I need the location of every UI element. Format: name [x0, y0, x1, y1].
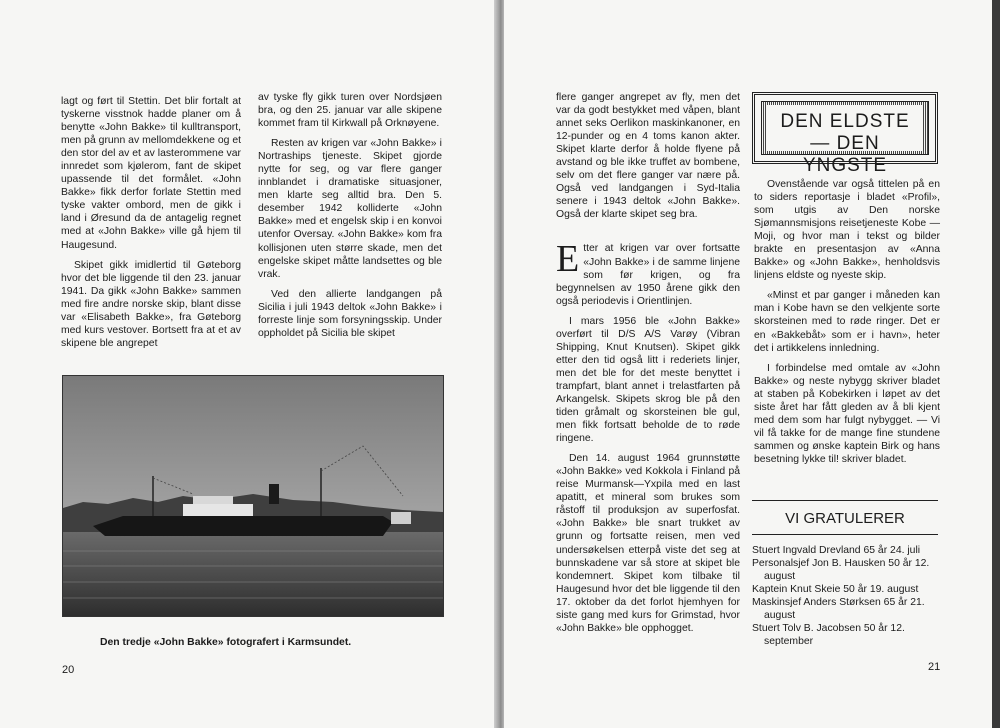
page-number: 20 — [62, 664, 75, 676]
list-item: Stuert Ingvald Drevland 65 år 24. juli — [752, 545, 921, 556]
paragraph: Ved den allierte landgangen på Sicilia i juli 1943 deltok «John Bakke» i forreste linje som forsyningsskip. Under oppholdet på Sicilia ble skipet — [258, 288, 442, 339]
paragraph: flere ganger angrepet av fly, men det var da godt bestykket med våpen, blant annet seks Oerlikon maskinkanoner, en 12-punder og en 4 toms kanon akter. Skipet klarte derfor å holde flyene på avstand og ble ikke truffet av bombene, selv om det flere ganger var nære på. Også ved landgangen i Syd-Italia senere i 1943 deltok «John Bakke». Også der klarte skipet seg bra. — [556, 92, 740, 221]
paragraph: Resten av krigen var «John Bakke» i Nortraships tjeneste. Skipet gjorde nytte for seg, og var flere ganger innblandet i dramatiske situasjoner, men klarte seg alltid bra. Den 5. desember 1942 kolliderte «John Bakke» med et engelsk skip i en konvoi utenfor Oversay. «John Bakke» kom fra kollisjonen uten større skade, men det engelske skipet måtte landsettes og ble vrak. — [258, 138, 442, 280]
list-item: Personalsjef Jon B. Hausken 50 år 12. august — [752, 558, 930, 582]
photo-caption: Den tredje «John Bakke» fotografert i Karmsundet. — [100, 637, 352, 648]
left-page — [0, 0, 496, 728]
list-item: Maskinsjef Anders Størksen 65 år 21. august — [752, 597, 925, 621]
dropcap-paragraph — [556, 238, 740, 307]
paragraph: Den 14. august 1964 grunnstøtte «John Bakke» ved Kokkola i Finland på reise Murmansk—Yxpila med en last apatitt, et mineral som brukes som råstoff til produksjon av superfosfat. «John Bakke» ble snart trukket av grunn og fortsatte reisen, men ved undersøkelsen etterpå viste det seg at bunnskadene var så store at skipet ble kondemnert. Skipet kom tilbake til Haugesund hvor det ble liggende til den 17. oktober da det forlot hjemhyen for siste gang med kurs for Grimstad, hvor «John Bakke» ble opphogget. — [556, 453, 740, 634]
paragraph: «Minst et par ganger i måneden kan man i Kobe havn se den velkjente sorte skorsteinen med to røde ringer. Det er en «Bakkebåt» som er i havn», heter det i artikkelens innledning. — [754, 290, 940, 354]
paragraph-text: tter at krigen var over fortsatte «John Bakke» i de samme linjene som før krigen, og fra begynnelsen av 1950 årene gikk den også periodevis i Orientlinjen. — [556, 243, 740, 307]
title-line-2: — DEN YNGSTE — [802, 133, 888, 176]
paragraph: I forbindelse med omtale av «John Bakke» og neste nybygg skriver bladet at staben på Kobekirken i løpet av det siste året har fått gleden av å bli kjent med dem som har fulgt nybygget. — Vi vil få takke for de mange fine stundene sammen og ønske kaptein Birk og hans besetning lykke til! skriver bladet. — [754, 362, 940, 465]
paragraph: lagt og ført til Stettin. Det blir fortalt at tyskerne visstnok hadde planer om å benytte «John Bakke» til kulltransport, men på grunn av mellomdekkene og et den stor del av et av lasterommene var innredet som kjølerom, fant de skipet upassende til det formålet. «John Bakke» fikk derfor forlate Stettin med tyske vakter ombord, men de gikk i land i Øresund da de antagelig regnet med at «John Bakke» ville gå hjem til Haugesund. — [61, 96, 241, 251]
paragraph: Skipet gikk imidlertid til Gøteborg hvor det ble liggende til den 23. januar 1941. Da gikk «John Bakke» sammen med fire andre norske skip, blant disse var «Elisabeth Bakke», fra Gøteborg med kurs vestover. Bortsett fra at et av skipene ble angrepet — [61, 259, 241, 349]
left-column-2 — [258, 91, 442, 347]
drop-cap: E — [556, 238, 580, 281]
ship-photo-image — [63, 376, 443, 616]
right-page — [504, 0, 1000, 728]
paragraph: av tyske fly gikk turen over Nordsjøen bra, og den 25. januar var alle skipene kommet fram til Kirkwall på Orknøyene. — [258, 92, 442, 130]
scan-edge — [992, 0, 1000, 728]
page-number: 21 — [928, 661, 941, 673]
paragraph: I mars 1956 ble «John Bakke» overført til D/S A/S Varøy (Vibran Shipping, Knut Knutsen). Skipet gikk etter den tid også litt i rederiets linjer, men det ble for det meste benyttet i trampfart, blant annet i trelastfarten på Arkangelsk. Skipets skrog ble på den tiden gråmalt og skorsteinen ble gul, men fikk fortsatt beholde de to røde ringene. — [556, 315, 740, 445]
title-background — [767, 105, 923, 176]
title-line-1: DEN ELDSTE — [780, 111, 910, 132]
congrats-rule-bottom — [752, 534, 938, 535]
list-item: Kaptein Knut Skeie 50 år 19. august — [752, 584, 919, 595]
list-item: Stuert Tolv B. Jacobsen 50 år 12. september — [752, 623, 905, 647]
spacer — [556, 228, 740, 242]
congrats-list — [752, 544, 942, 648]
right-column-1 — [556, 91, 740, 642]
congrats-rule-top — [752, 500, 938, 501]
paragraph: Ovenstående var også tittelen på en to siders reportasje i bladet «Profil», som utgis av Den norske Sjømannsmisjons reisetjeneste Kobe — Moji, og hvor man i tekst og bilder brakte en presentasjon av «Anna Bakke» og «John Bakke», henholdsvis linjens eldste og nyeste skip. — [754, 179, 940, 282]
left-column-1 — [61, 95, 241, 357]
article-title-box — [752, 92, 938, 176]
right-column-2 — [754, 178, 940, 473]
congrats-heading: VI GRATULERER — [785, 510, 905, 527]
ship-photograph — [62, 375, 444, 617]
